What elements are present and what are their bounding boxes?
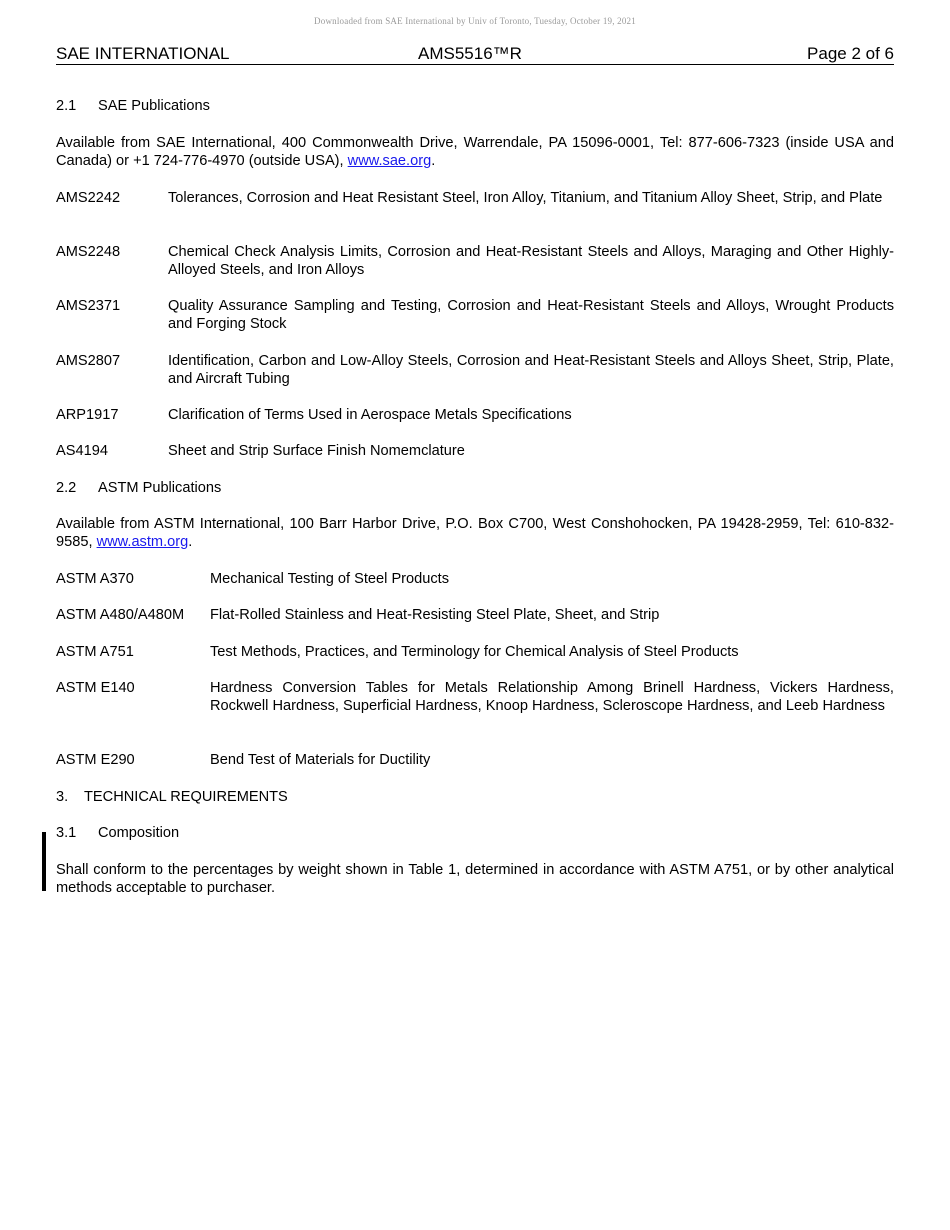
section-number: 3. bbox=[56, 789, 69, 805]
reference-title: Mechanical Testing of Steel Products bbox=[210, 571, 450, 587]
reference-item bbox=[56, 570, 894, 588]
reference-code: ASTM E290 bbox=[56, 752, 135, 768]
reference-item bbox=[56, 643, 894, 661]
sae-availability-text: Available from SAE International, 400 Commonwealth Drive, Warrendale, PA 15096-0001, Tel: 877-606-7323 (inside USA and Canada) or +1 724-776-4970 (outside USA), bbox=[56, 135, 894, 169]
section-title: ASTM Publications bbox=[98, 480, 222, 496]
header-page-number: Page 2 of 6 bbox=[807, 44, 894, 63]
reference-code: ASTM E140 bbox=[56, 680, 135, 696]
reference-code: AMS2242 bbox=[56, 190, 121, 206]
reference-title: Bend Test of Materials for Ductility bbox=[210, 752, 431, 768]
header-document-number: AMS5516™R bbox=[418, 44, 522, 63]
section-number: 2.1 bbox=[56, 98, 77, 114]
reference-item bbox=[56, 352, 894, 388]
sentence-end: . bbox=[431, 153, 436, 169]
reference-title: Clarification of Terms Used in Aerospace Metals Specifications bbox=[168, 407, 572, 423]
reference-code: AMS2371 bbox=[56, 298, 121, 314]
astm-availability-paragraph bbox=[56, 515, 894, 551]
reference-item bbox=[56, 442, 894, 460]
astm-availability-text: Available from ASTM International, 100 Barr Harbor Drive, P.O. Box C700, West Conshohocken, PA 19428-2959, Tel: 610-832-9585, bbox=[56, 516, 894, 550]
reference-item bbox=[56, 606, 894, 624]
sae-availability-paragraph bbox=[56, 134, 894, 170]
download-watermark: Downloaded from SAE International by Univ of Toronto, Tuesday, October 19, 2021 bbox=[314, 16, 636, 26]
reference-code: ASTM A751 bbox=[56, 644, 134, 660]
header-organization: SAE INTERNATIONAL bbox=[56, 44, 230, 63]
reference-item bbox=[56, 297, 894, 333]
reference-code: ARP1917 bbox=[56, 407, 119, 423]
reference-code: ASTM A480/A480M bbox=[56, 607, 185, 623]
section-number: 2.2 bbox=[56, 480, 77, 496]
reference-item bbox=[56, 189, 894, 207]
reference-code: ASTM A370 bbox=[56, 571, 134, 587]
sentence-end: . bbox=[188, 534, 193, 550]
sae-website-link[interactable]: www.sae.org bbox=[347, 153, 432, 169]
reference-title: Chemical Check Analysis Limits, Corrosion and Heat-Resistant Steels and Alloys, Maraging and Other Highly-Alloyed Steels, and Iron Alloys bbox=[168, 244, 894, 278]
reference-title: Sheet and Strip Surface Finish Nomemclature bbox=[168, 443, 465, 459]
section-heading-2-2 bbox=[56, 479, 894, 497]
page-header bbox=[56, 44, 894, 65]
reference-title: Test Methods, Practices, and Terminology for Chemical Analysis of Steel Products bbox=[210, 644, 739, 660]
reference-title: Hardness Conversion Tables for Metals Relationship Among Brinell Hardness, Vickers Hardness, Rockwell Hardness, Superficial Hardness, Knoop Hardness, Scleroscope Hardness, and Leeb Hardness bbox=[210, 680, 894, 714]
revision-change-bar bbox=[42, 832, 46, 891]
reference-code: AS4194 bbox=[56, 443, 108, 459]
section-heading-2-1 bbox=[56, 97, 894, 115]
section-title: Composition bbox=[98, 825, 180, 841]
section-heading-3-1 bbox=[56, 824, 894, 842]
astm-website-link[interactable]: www.astm.org bbox=[96, 534, 189, 550]
reference-title: Quality Assurance Sampling and Testing, Corrosion and Heat-Resistant Steels and Alloys, Wrought Products and Forging Stock bbox=[168, 298, 894, 332]
reference-title: Flat-Rolled Stainless and Heat-Resisting Steel Plate, Sheet, and Strip bbox=[210, 607, 660, 623]
section-title: SAE Publications bbox=[98, 98, 210, 114]
reference-code: AMS2807 bbox=[56, 353, 121, 369]
reference-item bbox=[56, 751, 894, 769]
composition-paragraph: Shall conform to the percentages by weight shown in Table 1, determined in accordance with ASTM A751, or by other analytical methods acceptable to purchaser. bbox=[56, 862, 894, 896]
section-heading-3 bbox=[56, 788, 894, 806]
reference-title: Identification, Carbon and Low-Alloy Steels, Corrosion and Heat-Resistant Steels and Alloys Sheet, Strip, Plate, and Aircraft Tubing bbox=[168, 353, 894, 387]
reference-code: AMS2248 bbox=[56, 244, 121, 260]
section-title: TECHNICAL REQUIREMENTS bbox=[84, 789, 288, 805]
reference-title: Tolerances, Corrosion and Heat Resistant Steel, Iron Alloy, Titanium, and Titanium Alloy Sheet, Strip, and Plate bbox=[168, 190, 883, 206]
reference-item bbox=[56, 243, 894, 279]
reference-item bbox=[56, 406, 894, 424]
section-number: 3.1 bbox=[56, 825, 77, 841]
reference-item bbox=[56, 679, 894, 715]
